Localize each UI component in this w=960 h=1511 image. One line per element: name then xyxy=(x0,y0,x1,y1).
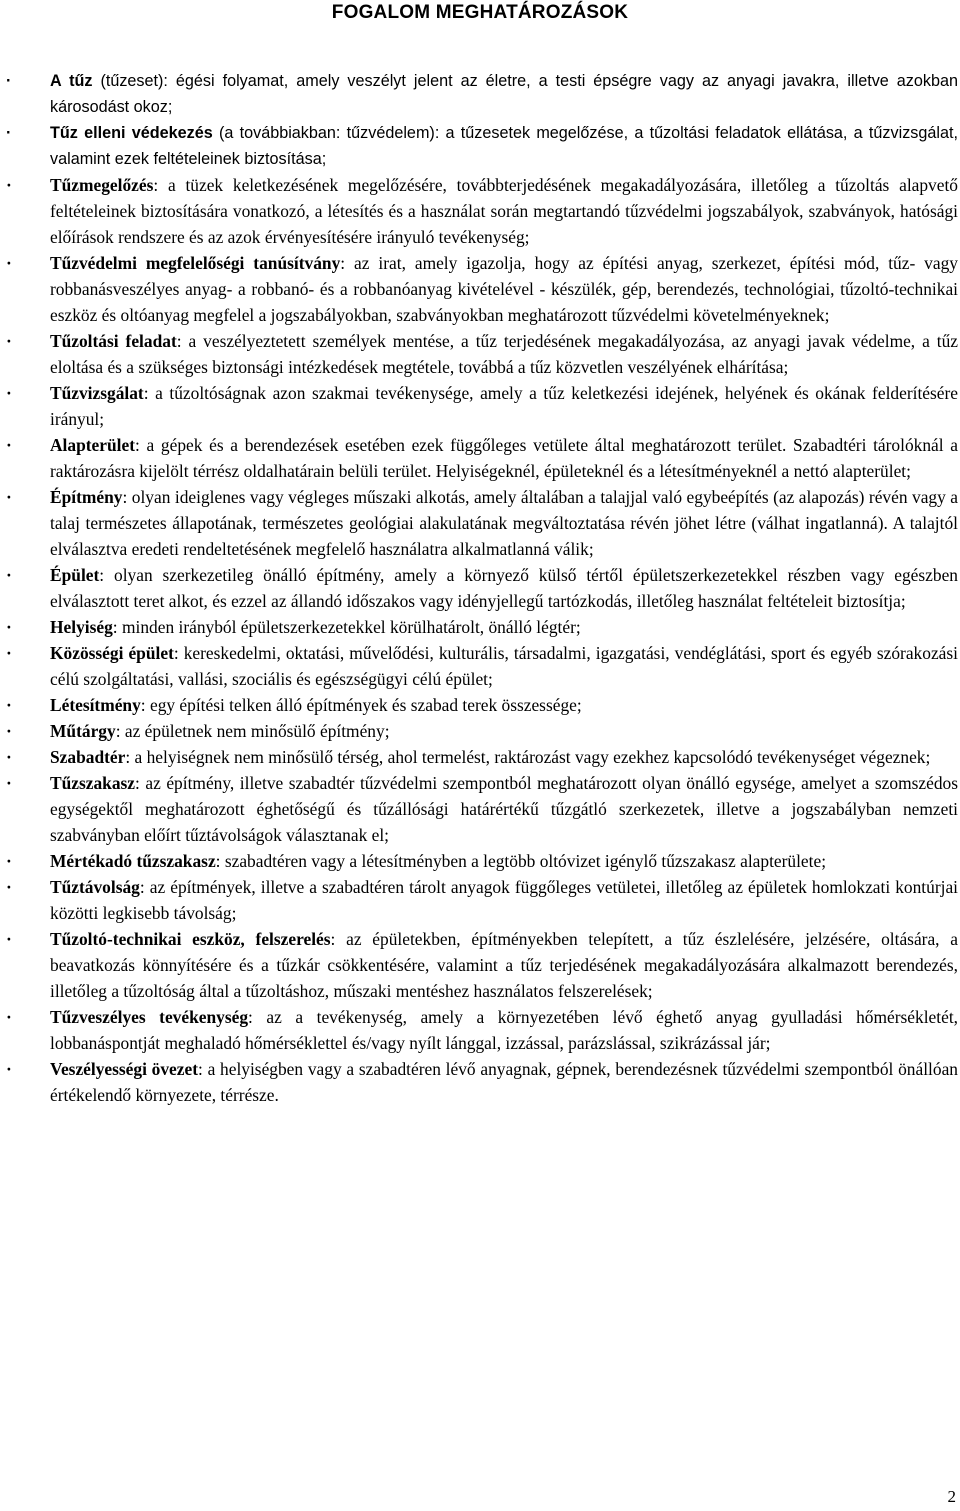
definition-term: Helyiség xyxy=(50,617,113,637)
definition-item xyxy=(0,744,960,770)
bullet-marker: · xyxy=(6,487,12,507)
bullet-marker: · xyxy=(6,175,12,195)
definition-text: : szabadtéren vagy a létesítményben a legtöbb oltóvizet igénylő tűzszakasz alapterülete; xyxy=(215,851,827,871)
definition-text: : a tüzek keletkezésének megelőzésére, továbbterjedésének megakadályozására, illetőleg a tűzoltás alapvető feltételeinek biztosítására vonatkozó, a létesítés és a használat során megtartandó tűzvédelmi jogszabályok, szabványok, hatósági előírások rendszere és az azok érvényesítésére irányuló tevékenység; xyxy=(50,175,958,247)
definition-text: : a gépek és a berendezések esetében ezek függőleges vetülete által meghatározott terület. Szabadtéri tárolóknál a raktározásra kijelölt térrész oldalhatárain belüli terület. Helyiségeknél, épületeknél és a létesítményeknél a nettó alapterület; xyxy=(50,435,958,481)
bullet-marker: · xyxy=(6,1007,12,1027)
definition-term: Szabadtér xyxy=(50,747,126,767)
definition-term: Tűzoltási feladat xyxy=(50,331,177,351)
definition-item xyxy=(0,770,960,848)
definition-text: : a veszélyeztetett személyek mentése, a tűz terjedésének megakadályozása, az anyagi javak védelme, a tűz eloltása és a szükséges biztonsági intézkedések megtétele, továbbá a tűz közvetlen veszélyének elhárítása; xyxy=(50,331,958,377)
bullet-marker: · xyxy=(6,851,12,871)
definition-item xyxy=(0,484,960,562)
definition-term: Tűz elleni védekezés xyxy=(50,124,213,142)
definition-item xyxy=(0,692,960,718)
bullet-marker: · xyxy=(6,877,12,897)
definition-term: Mértékadó tűzszakasz xyxy=(50,851,216,871)
definition-text: (a továbbiakban: tűzvédelem): a tűzesetek megelőzése, a tűzoltási feladatok ellátása, a tűzvizsgálat, valamint ezek feltételeinek biztosítása; xyxy=(50,124,958,168)
page-title: FOGALOM MEGHATÁROZÁSOK xyxy=(331,2,629,23)
definition-text: : a tűzoltóságnak azon szakmai tevékenysége, amely a tűz keletkezési idejének, helyének és okának felderítésére irányul; xyxy=(50,383,958,429)
definition-text: (tűzeset): égési folyamat, amely veszélyt jelent az életre, a testi épségre vagy az anyagi javakra, illetve azokban károsodást okoz; xyxy=(50,72,958,116)
bullet-marker: · xyxy=(6,1059,12,1079)
bullet-marker: · xyxy=(6,331,12,351)
definition-term: Alapterület xyxy=(50,435,136,455)
bullet-marker: · xyxy=(6,383,12,403)
definition-text: : olyan ideiglenes vagy végleges műszaki alkotás, amely általában a talajjal való egybeépítés (az alapozás) révén vagy a talaj természetes állapotának, természetes geológiai alakulatának megváltoztatása révén jöhet létre (válhat ingatlanná). A talajtól elválasztva eredeti rendeltetésének megfelelő használatra alkalmatlanná válik; xyxy=(50,487,958,559)
definition-item xyxy=(0,172,960,250)
definition-item xyxy=(0,380,960,432)
definition-term: Tűzveszélyes tevékenység xyxy=(50,1007,249,1027)
definition-text: : egy építési telken álló építmények és szabad terek összessége; xyxy=(140,695,582,715)
definition-item xyxy=(0,614,960,640)
definition-text: : az épületekben, építményekben telepített, a tűz észlelésére, jelzésére, oltására, a beavatkozás könnyítésére és a tűzkár csökkentésére, valamint a tűz terjedésének megakadályozására alkalmazott berendezés, illetőleg a tűzoltóság által a tűzoltáshoz, műszaki mentéshez használatos felszerelések; xyxy=(50,929,958,1001)
definition-item xyxy=(0,250,960,328)
definition-list xyxy=(0,68,960,1108)
bullet-marker: · xyxy=(6,695,12,715)
definition-item xyxy=(0,1004,960,1056)
page-number: 2 xyxy=(947,1487,956,1506)
definition-term: Építmény xyxy=(50,487,123,507)
definition-term: Épület xyxy=(50,565,100,585)
definition-text: : a helyiségnek nem minősülő térség, ahol termelést, raktározást vagy ezekhez kapcsolódó tevékenységet végeznek; xyxy=(125,747,931,767)
definition-term: Veszélyességi övezet xyxy=(50,1059,198,1079)
bullet-marker: · xyxy=(6,721,12,741)
definition-text: : az épületnek nem minősülő építmény; xyxy=(115,721,390,741)
definition-text: : minden irányból épületszerkezetekkel körülhatárolt, önálló légtér; xyxy=(112,617,581,637)
definition-item xyxy=(0,640,960,692)
bullet-marker: · xyxy=(6,617,12,637)
definition-term: Tűzvédelmi megfelelőségi tanúsítvány xyxy=(50,253,341,273)
definition-text: : kereskedelmi, oktatási, művelődési, kulturális, társadalmi, igazgatási, vendéglátási, sport és egyéb szórakozási célú szolgáltatási, vallási, szociális és egészségügyi célú épület; xyxy=(50,643,958,689)
definition-term: Tűzoltó-technikai eszköz, felszerelés xyxy=(50,929,331,949)
bullet-marker: · xyxy=(6,253,12,273)
definition-term: Műtárgy xyxy=(50,721,116,741)
bullet-marker: · xyxy=(6,72,12,90)
definition-item xyxy=(0,874,960,926)
definition-item xyxy=(0,926,960,1004)
bullet-marker: · xyxy=(6,565,12,585)
bullet-marker: · xyxy=(6,929,12,949)
definition-text: : az építmény, illetve szabadtér tűzvédelmi szempontból meghatározott olyan önálló egysége, amelyet a szomszédos egységektől meghatározott éghetőségű és tűzállósági határértékű tűzgátló szerkezetek, illetve a jogszabályban nemzeti szabványban előírt tűztávolságok választanak el; xyxy=(50,773,958,845)
definition-item xyxy=(0,120,960,172)
definition-term: A tűz xyxy=(50,72,93,90)
bullet-marker: · xyxy=(6,124,12,142)
definition-text: : az építmények, illetve a szabadtéren tárolt anyagok függőleges vetületei, illetőleg az épületek homlokzati kontúrjai közötti legkisebb távolság; xyxy=(50,877,958,923)
bullet-marker: · xyxy=(6,773,12,793)
definition-term: Tűzmegelőzés xyxy=(50,175,154,195)
definition-item xyxy=(0,432,960,484)
definition-term: Tűztávolság xyxy=(50,877,140,897)
definition-text: : az irat, amely igazolja, hogy az építési anyag, szerkezet, építési mód, tűz- vagy robbanásveszélyes anyag- a robbanó- és a robbanóanyag kivételével - készülék, gép, berendezés, technológiai, tűzoltó-technikai eszköz és oltóanyag megfelel a jogszabályokban, szabványokban meghatározott tűzvédelmi követelményeknek; xyxy=(50,253,958,325)
bullet-marker: · xyxy=(6,747,12,767)
definition-term: Tűzvizsgálat xyxy=(50,383,144,403)
bullet-marker: · xyxy=(6,643,12,663)
definition-text: : olyan szerkezetileg önálló építmény, amely a környező külső tértől épületszerkezetekkel részben vagy egészben elválasztott teret alkot, és ezzel az állandó időszakos vagy idényjellegű tartózkodás, illetőleg használat feltételeit biztosítja; xyxy=(50,565,958,611)
definition-item xyxy=(0,718,960,744)
definition-term: Közösségi épület xyxy=(50,643,174,663)
definition-text: : a helyiségben vagy a szabadtéren lévő anyagnak, gépnek, berendezésnek tűzvédelmi szempontból önállóan értékelendő környezete, térrésze. xyxy=(50,1059,958,1105)
definition-item xyxy=(0,848,960,874)
definition-item xyxy=(0,328,960,380)
definition-text: : az a tevékenység, amely a környezetében lévő éghető anyag gyulladási hőmérsékletét, lobbanáspontját meghaladó hőmérséklettel és/vagy nyílt lánggal, izzással, parázslással, szikrázással jár; xyxy=(50,1007,958,1053)
definition-item xyxy=(0,68,960,120)
definition-item xyxy=(0,1056,960,1108)
definition-term: Tűzszakasz xyxy=(50,773,136,793)
definition-term: Létesítmény xyxy=(50,695,141,715)
bullet-marker: · xyxy=(6,435,12,455)
definition-item xyxy=(0,562,960,614)
